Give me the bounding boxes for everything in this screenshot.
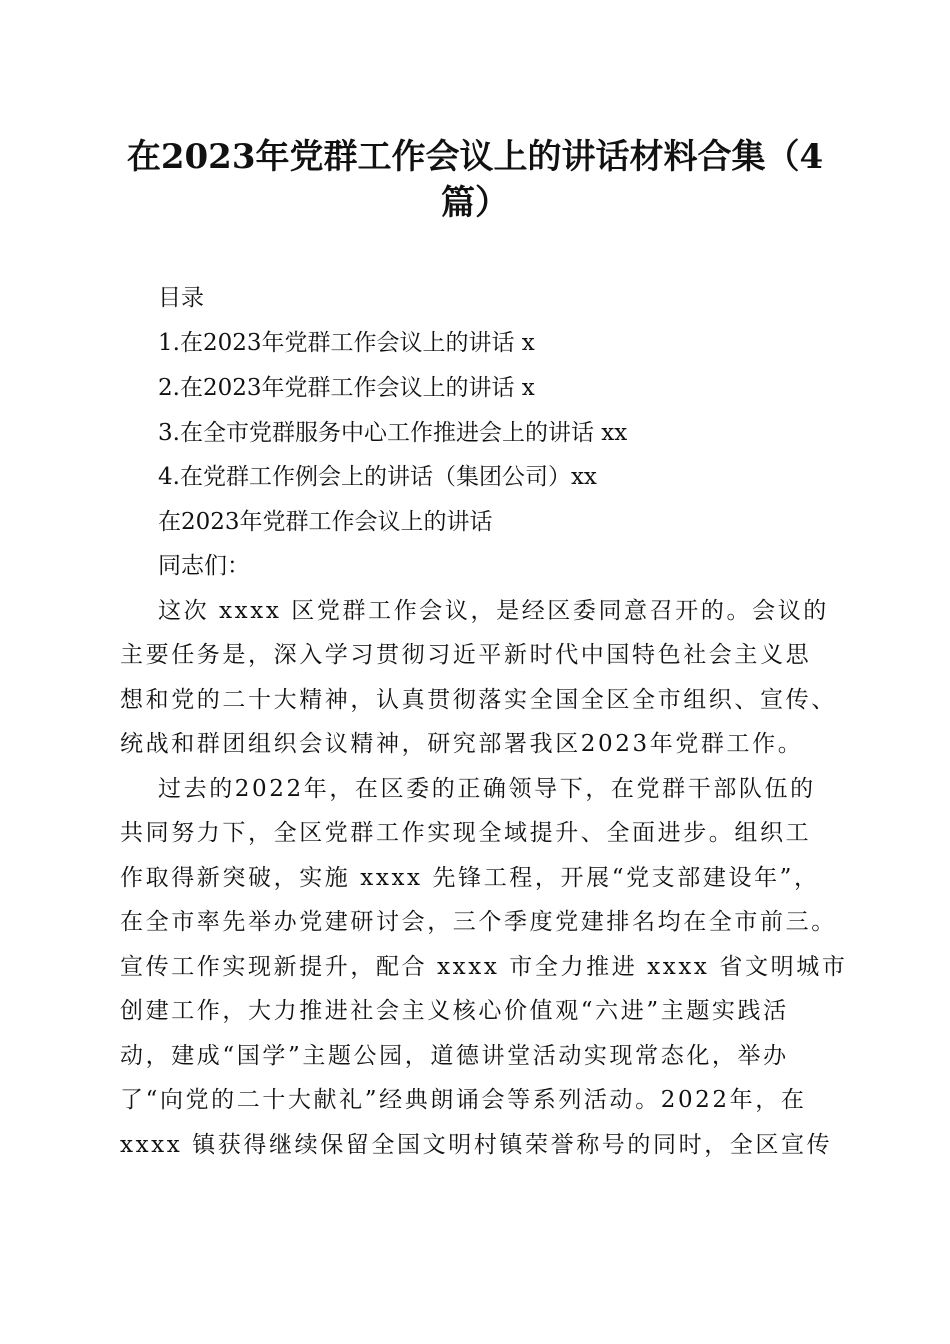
toc-item-4: 4.在党群工作例会上的讲话（集团公司）xx xyxy=(158,464,597,490)
document-title xyxy=(110,134,840,226)
paragraph-2-line-9: xxxx 镇获得继续保留全国文明村镇荣誉称号的同时，全区宣传 xyxy=(120,1132,833,1158)
title-line-2: 篇） xyxy=(441,183,509,223)
paragraph-2-line-2: 共同努力下，全区党群工作实现全域提升、全面进步。组织工 xyxy=(120,820,812,846)
paragraph-2-line-7: 动，建成“国学”主题公园，道德讲堂活动实现常态化，举办 xyxy=(120,1043,789,1069)
toc-heading: 目录 xyxy=(158,285,204,311)
paragraph-1-line-3: 想和党的二十大精神，认真贯彻落实全国全区全市组织、宣传、 xyxy=(120,687,837,713)
toc-item-3: 3.在全市党群服务中心工作推进会上的讲话 xx xyxy=(158,420,628,446)
toc-item-2: 2.在2023年党群工作会议上的讲话 x xyxy=(158,375,535,401)
paragraph-1-line-4: 统战和群团组织会议精神，研究部署我区2023年党群工作。 xyxy=(120,731,804,757)
paragraph-2-line-5: 宣传工作实现新提升，配合 xxxx 市全力推进 xxxx 省文明城市 xyxy=(120,954,848,980)
title-line-1: 在2023年党群工作会议上的讲话材料合集（4 xyxy=(126,137,824,177)
paragraph-2-line-8: 了“向党的二十大献礼”经典朗诵会等系列活动。2022年，在 xyxy=(120,1087,807,1113)
toc-item-1: 1.在2023年党群工作会议上的讲话 x xyxy=(158,330,535,356)
paragraph-2-line-1: 过去的2022年，在区委的正确领导下，在党群干部队伍的 xyxy=(158,776,816,802)
paragraph-1-line-1: 这次 xxxx 区党群工作会议，是经区委同意召开的。会议的 xyxy=(158,598,829,624)
salutation: 同志们： xyxy=(158,553,250,579)
paragraph-1-line-2: 主要任务是，深入学习贯彻习近平新时代中国特色社会主义思 xyxy=(120,642,812,668)
paragraph-2-line-6: 创建工作，大力推进社会主义核心价值观“六进”主题实践活 xyxy=(120,998,789,1024)
paragraph-2-line-4: 在全市率先举办党建研讨会，三个季度党建排名均在全市前三。 xyxy=(120,909,837,935)
paragraph-2-line-3: 作取得新突破，实施 xxxx 先锋工程，开展“党支部建设年”， xyxy=(120,865,820,891)
speech-title: 在2023年党群工作会议上的讲话 xyxy=(158,509,493,535)
